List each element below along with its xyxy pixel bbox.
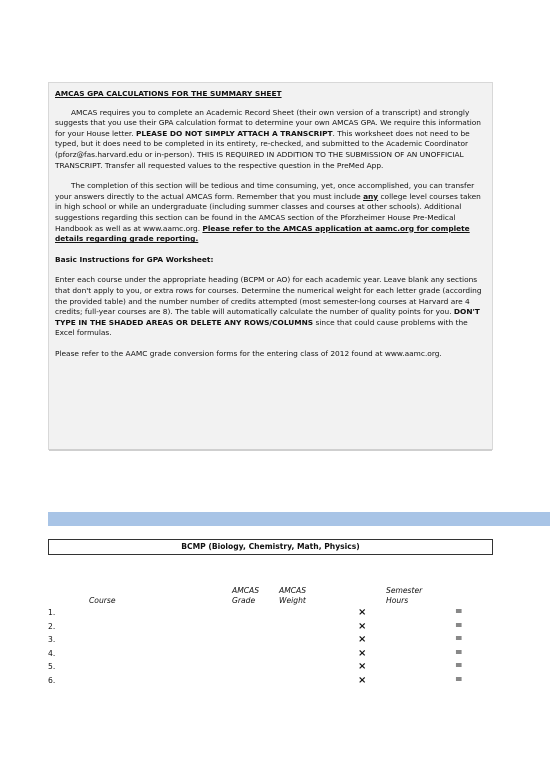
course-row[interactable] (0, 622, 550, 635)
hours-column-header: Semester Hours (386, 586, 423, 605)
equals-icon: = (455, 647, 463, 658)
paragraph-completion: The completion of this section will be tedious and time consuming, yet, once accomplished, you can transfer your answers directly to the actual AMCAS form. Remember that you must include any college level courses taken in high school or while an undergraduate (including summer classes and courses at other schools). Additional suggestions regarding this section can be found in the AMCAS section of the Pforzheimer House Pre-Medical Handbook as well as at www.aamc.org. Please refer to the AMCAS application at aamc.org for complete details regarding grade reporting. (55, 181, 481, 244)
multiply-icon: × (358, 674, 367, 686)
course-column-header: Course (89, 596, 116, 605)
paragraph-requirements: AMCAS requires you to complete an Academic Record Sheet (their own version of a transcript) and strongly suggests that you use their GPA calculation format to determine your own AMCAS GPA. We require this information for your House letter. PLEASE DO NOT SIMPLY ATTACH A TRANSCRIPT. This worksheet does not need to be typed, but it does need to be completed in its entirety, re-checked, and submitted to the Academic Coordinator (pforz@fas.harvard.edu or in-person). THIS IS REQUIRED IN ADDITION TO THE SUBMISSION OF AN UNOFFICIAL TRANSCRIPT. Transfer all requested values to the respective question in the PreMed App. (55, 107, 481, 170)
equals-icon: = (455, 607, 463, 617)
shaded-band (48, 512, 550, 526)
course-row[interactable] (0, 676, 550, 689)
paragraph-conversion-forms: Please refer to the AAMC grade conversion forms for the entering class of 2012 found at www.aamc.org. (55, 348, 442, 358)
course-row[interactable] (0, 649, 550, 662)
course-row[interactable] (0, 635, 550, 648)
row-number: 1. (48, 608, 56, 617)
multiply-icon: × (358, 607, 367, 618)
row-number: 2. (48, 621, 56, 631)
row-number: 3. (48, 635, 56, 644)
multiply-icon: × (358, 620, 367, 632)
row-number: 6. (48, 675, 56, 685)
equals-icon: = (455, 661, 463, 671)
row-number: 4. (48, 648, 56, 658)
equals-icon: = (455, 634, 463, 644)
weight-column-header: AMCAS Weight (279, 586, 307, 605)
row-number: 5. (48, 662, 56, 671)
course-row[interactable] (0, 608, 550, 621)
course-row[interactable] (0, 662, 550, 675)
equals-icon: = (455, 620, 463, 631)
basic-instructions-heading: Basic Instructions for GPA Worksheet: (55, 254, 214, 264)
grade-column-header: AMCAS Grade (232, 586, 260, 605)
bcmp-section-title: BCMP (Biology, Chemistry, Math, Physics) (48, 539, 493, 555)
instructions-panel (48, 82, 493, 450)
multiply-icon: × (358, 661, 367, 672)
multiply-icon: × (358, 647, 367, 659)
instructions-title: AMCAS GPA CALCULATIONS FOR THE SUMMARY SHEET (55, 89, 282, 98)
equals-icon: = (455, 674, 463, 685)
aamc-reference-link: Please refer to the AMCAS application at aamc.org for complete details regarding grade reporting. (55, 223, 470, 244)
multiply-icon: × (358, 634, 367, 645)
paragraph-basic-instructions: Enter each course under the appropriate heading (BCPM or AO) for each academic year. Leave blank any sections that don't apply to you, or extra rows for courses. Determine the numerical weight for each letter grade (according the provided table) and the number number of credits attempted (most semester-long courses at Harvard are 4 credits; full-year courses are 8). The table will automatically calculate the number of quality points for you. DON'T TYPE IN THE SHADED AREAS OR DELETE ANY ROWS/COLUMNS since that could cause problems with the Excel formulas. (55, 275, 482, 338)
panel-shadow (49, 449, 492, 451)
